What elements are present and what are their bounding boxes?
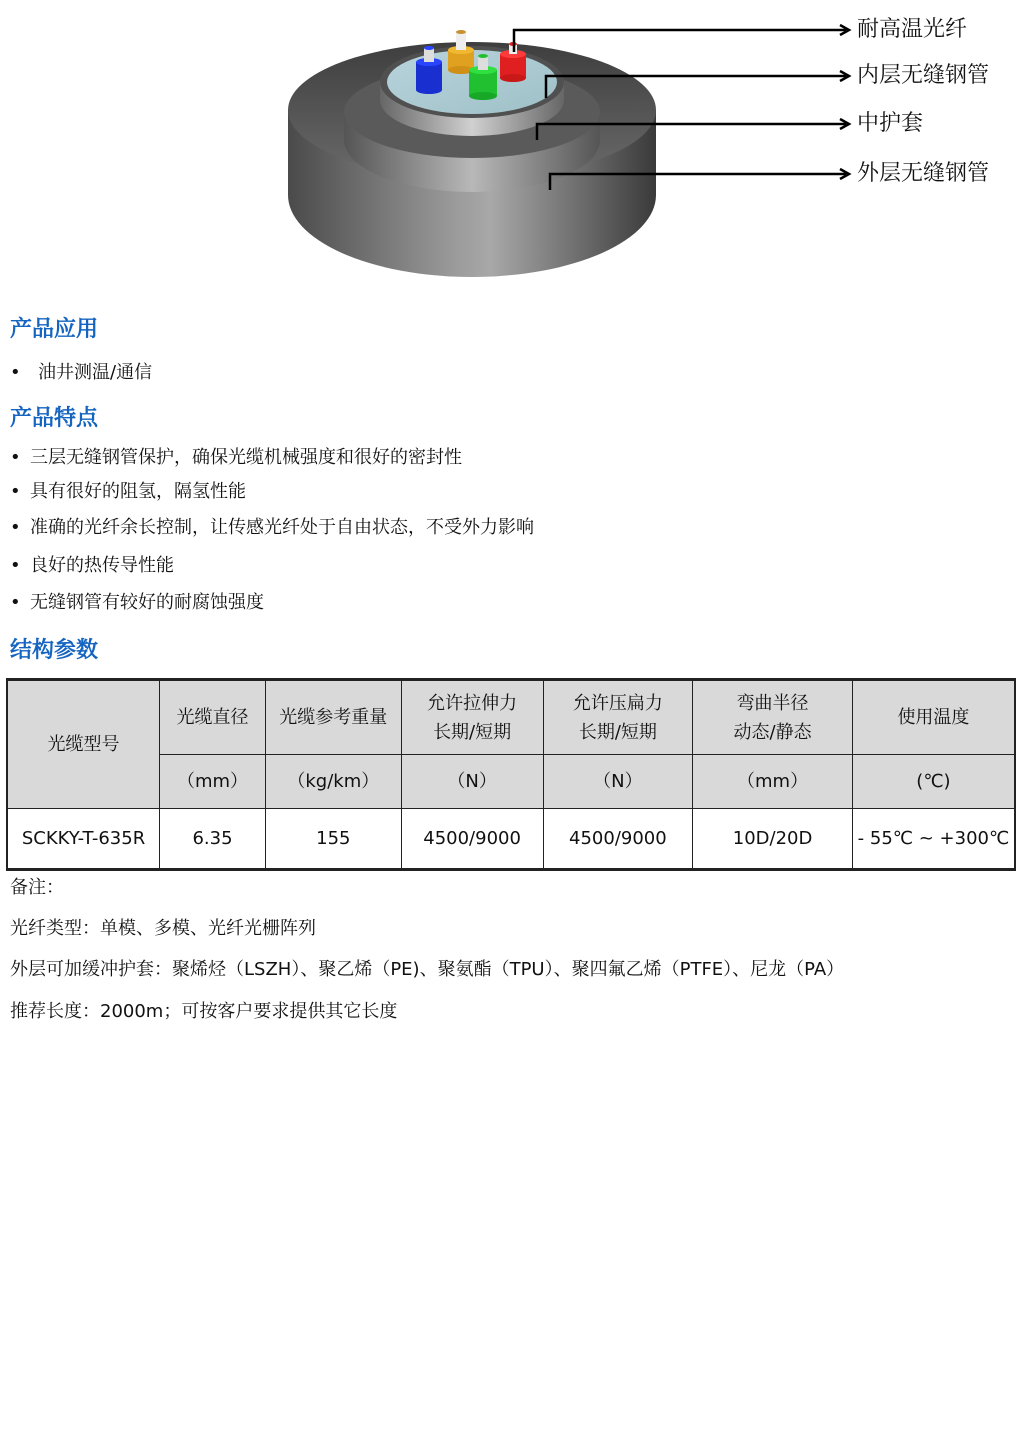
cell-diameter: 6.35 <box>160 809 266 870</box>
application-item <box>10 361 152 385</box>
table-row <box>7 809 1015 870</box>
note-buffer-jacket: 外层可加缓冲护套：聚烯烃（LSZH）、聚乙烯（PE)、聚氨酯（TPU）、聚四氟乙烯（PTFE）、尼龙（PA） <box>10 959 845 980</box>
callout-high-temp-fiber: 耐高温光纤 <box>857 17 968 42</box>
unit-cell: （N） <box>543 755 693 809</box>
note-fiber-type: 光纤类型：单模、多模、光纤光栅阵列 <box>10 918 316 939</box>
header-bend-radius: 弯曲半径 动态/静态 <box>693 680 853 755</box>
callout-outer-steel-tube: 外层无缝钢管 <box>857 161 990 186</box>
callout-middle-sheath: 中护套 <box>857 111 924 136</box>
callout-inner-steel-tube: 内层无缝钢管 <box>857 63 990 88</box>
cell-weight: 155 <box>265 809 401 870</box>
table-header-row <box>7 680 1015 755</box>
unit-cell: (℃) <box>852 755 1015 809</box>
unit-cell: （N） <box>401 755 543 809</box>
cable-illustration <box>0 0 1024 290</box>
bullet-icon: • <box>10 555 21 576</box>
feature-item <box>10 591 264 615</box>
cell-model: SCKKY-T-635R <box>7 809 160 870</box>
cell-tensile: 4500/9000 <box>401 809 543 870</box>
feature-item <box>10 554 174 578</box>
application-item-text: 油井测温/通信 <box>38 362 153 383</box>
feature-item <box>10 480 246 504</box>
feature-item-text: 具有很好的阻氢，隔氢性能 <box>30 481 246 502</box>
bullet-icon: • <box>10 447 21 468</box>
feature-item <box>10 446 462 470</box>
header-cable-model: 光缆型号 <box>7 680 160 809</box>
cable-diagram <box>0 0 1024 290</box>
cell-bend-radius: 10D/20D <box>693 809 853 870</box>
section-title-application: 产品应用 <box>10 317 99 342</box>
bullet-icon: • <box>10 592 21 613</box>
feature-item-text: 无缝钢管有较好的耐腐蚀强度 <box>30 592 264 613</box>
feature-item-text: 三层无缝钢管保护，确保光缆机械强度和很好的密封性 <box>30 447 462 468</box>
header-operating-temp: 使用温度 <box>852 680 1015 755</box>
header-crush-resistance: 允许压扁力 长期/短期 <box>543 680 693 755</box>
header-cable-diameter: 光缆直径 <box>160 680 266 755</box>
feature-item-text: 准确的光纤余长控制，让传感光纤处于自由状态，不受外力影响 <box>30 517 534 538</box>
bullet-icon: • <box>10 481 21 502</box>
section-title-structure: 结构参数 <box>10 638 99 663</box>
cell-crush: 4500/9000 <box>543 809 693 870</box>
notes-heading: 备注： <box>10 877 64 898</box>
section-title-features: 产品特点 <box>10 406 99 431</box>
feature-item <box>10 516 534 540</box>
bullet-icon: • <box>10 362 21 383</box>
unit-cell: （mm） <box>693 755 853 809</box>
spec-table <box>6 678 1016 871</box>
arrow-heads <box>840 25 849 179</box>
bullet-icon: • <box>10 517 21 538</box>
header-tensile-strength: 允许拉伸力 长期/短期 <box>401 680 543 755</box>
note-recommended-length: 推荐长度：2000m；可按客户要求提供其它长度 <box>10 1001 398 1022</box>
fiber-orange <box>448 30 474 74</box>
header-cable-weight: 光缆参考重量 <box>265 680 401 755</box>
unit-cell: （mm） <box>160 755 266 809</box>
unit-cell: （kg/km） <box>265 755 401 809</box>
feature-item-text: 良好的热传导性能 <box>30 555 174 576</box>
cell-temperature: - 55℃ ~ +300℃ <box>852 809 1015 870</box>
